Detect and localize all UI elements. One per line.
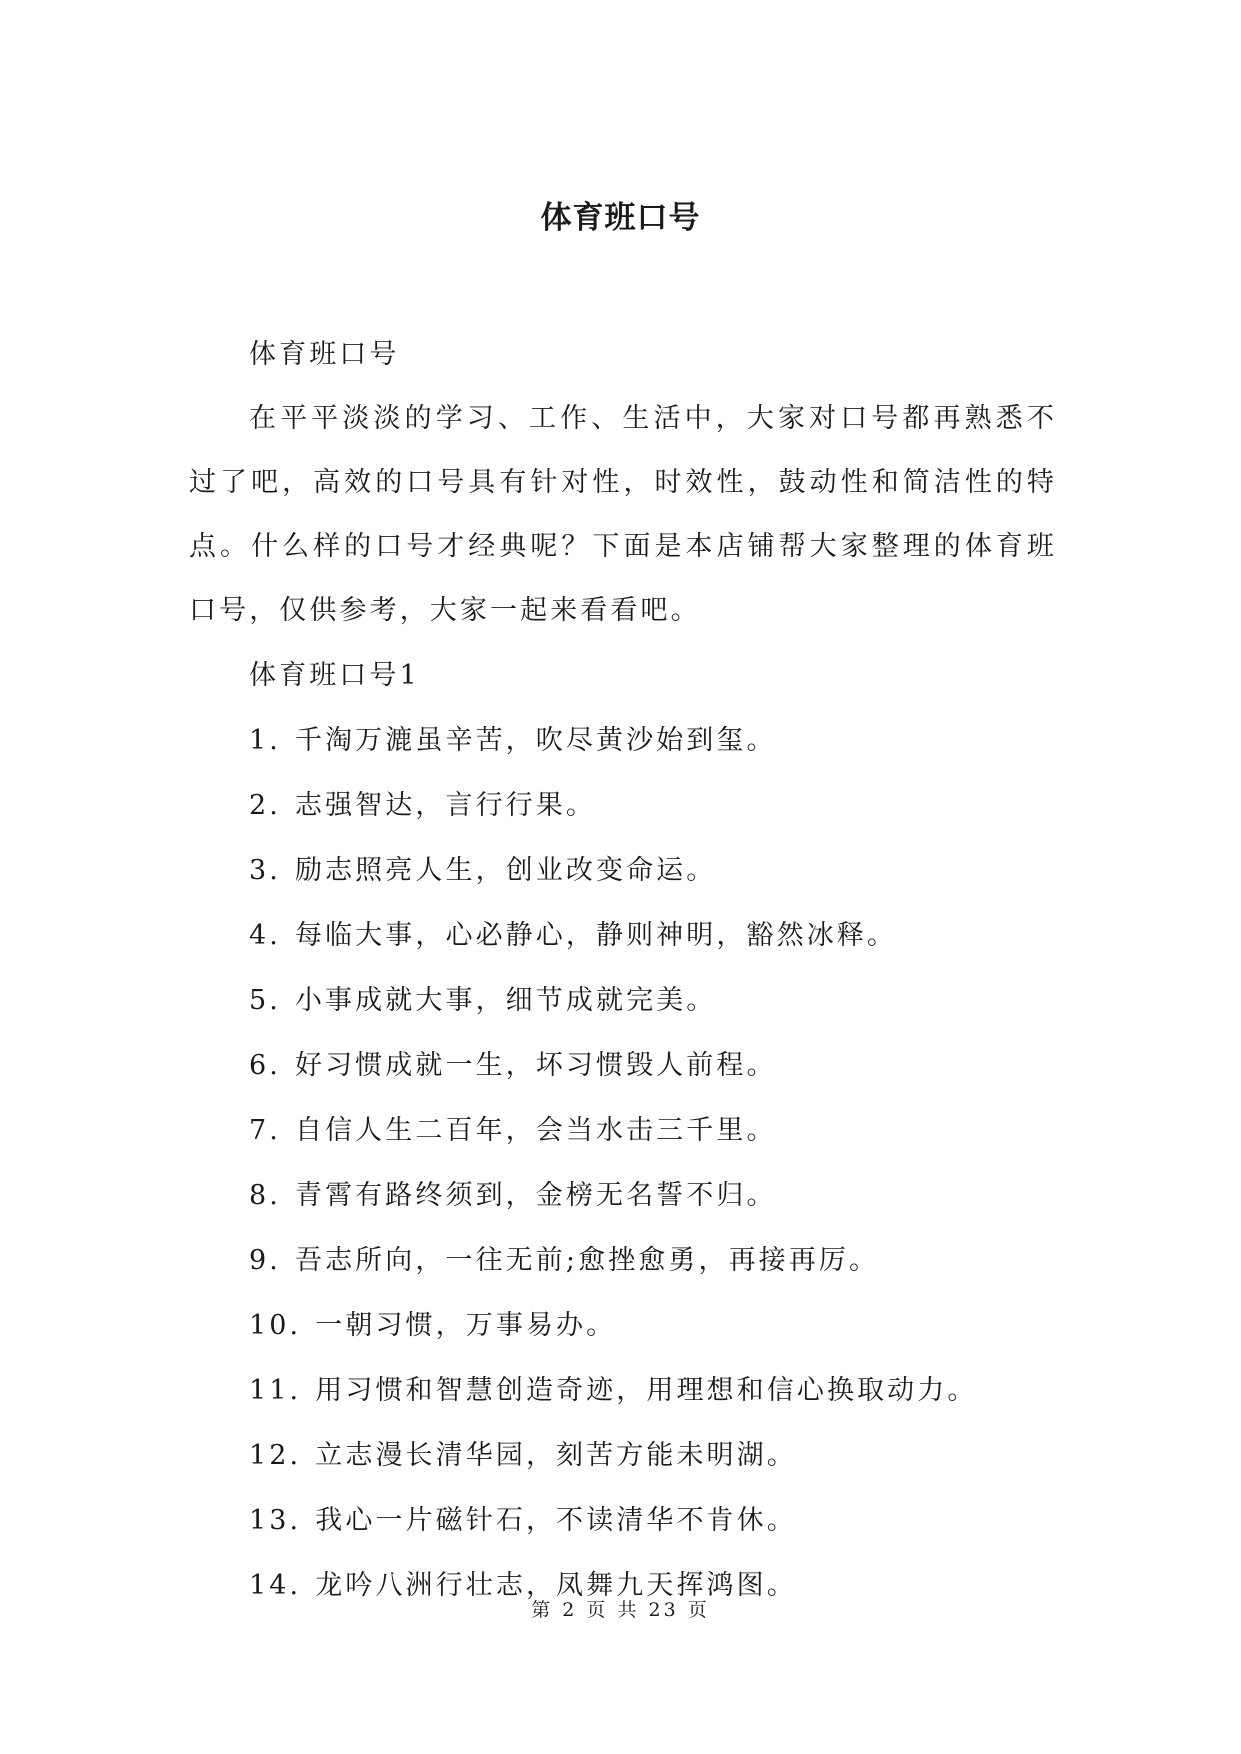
list-item (189, 773, 1057, 838)
list-item (189, 708, 1057, 773)
list-item-number: 7. (249, 1115, 281, 1146)
list-item-text: 小事成就大事，细节成就完美。 (294, 985, 717, 1016)
list-item-number: 9. (249, 1245, 281, 1276)
list-item-text: 自信人生二百年，会当水击三千里。 (294, 1115, 777, 1146)
list-item-text: 龙吟八洲行壮志，凤舞九天挥鸿图。 (315, 1570, 797, 1601)
list-item (189, 1098, 1057, 1163)
list-item-number: 14. (249, 1570, 302, 1601)
list-item-number: 2. (249, 790, 281, 821)
list-item-text: 志强智达，言行行果。 (294, 790, 596, 821)
list-item-number: 1. (249, 725, 281, 756)
list-item-number: 4. (249, 920, 281, 951)
list-item-number: 12. (249, 1440, 302, 1471)
list-item (189, 1293, 1057, 1358)
list-item-text: 吾志所向，一往无前;愈挫愈勇，再接再厉。 (294, 1245, 880, 1276)
list-item-number: 13. (249, 1505, 302, 1536)
list-item-text: 一朝习惯，万事易办。 (315, 1310, 617, 1341)
list-item (189, 968, 1057, 1033)
subtitle: 体育班口号 (249, 339, 400, 370)
list-item-text: 用习惯和智慧创造奇迹，用理想和信心换取动力。 (315, 1375, 978, 1406)
list-item (189, 1488, 1057, 1553)
document-body (189, 322, 1057, 1618)
list-item (189, 1358, 1057, 1423)
list-item (189, 903, 1057, 968)
page-title: 体育班口号 (540, 200, 701, 236)
list-item-text: 立志漫长清华园，刻苦方能未明湖。 (315, 1440, 797, 1471)
list-item-number: 5. (249, 985, 281, 1016)
list-item (189, 838, 1057, 903)
list-item (189, 1423, 1057, 1488)
list-item (189, 1163, 1057, 1228)
list-item (189, 1033, 1057, 1098)
list-item-text: 千淘万漉虽辛苦，吹尽黄沙始到玺。 (294, 725, 777, 756)
list-item-number: 3. (249, 855, 281, 886)
slogan-list (189, 708, 1057, 1618)
list-item-text: 青霄有路终须到，金榜无名誓不归。 (294, 1180, 777, 1211)
list-item-text: 励志照亮人生，创业改变命运。 (294, 855, 717, 886)
list-item-text: 好习惯成就一生，坏习惯毁人前程。 (294, 1050, 777, 1081)
list-item-number: 8. (249, 1180, 281, 1211)
intro-paragraph: 在平平淡淡的学习、工作、生活中，大家对口号都再熟悉不过了吧，高效的口号具有针对性，时效性，鼓动性和简洁性的特点。什么样的口号才经典呢？下面是本店铺帮大家整理的体育班口号，仅供参考，大家一起来看看吧。 (189, 403, 1057, 626)
list-item-number: 10. (249, 1310, 302, 1341)
list-item-text: 我心一片磁针石，不读清华不肯休。 (315, 1505, 797, 1536)
page-number-footer: 第 2 页 共 23 页 (531, 1599, 710, 1621)
list-item-text: 每临大事，心必静心，静则神明，豁然冰释。 (294, 920, 897, 951)
section-heading: 体育班口号1 (249, 660, 420, 691)
list-item-number: 11. (249, 1375, 302, 1406)
list-item-number: 6. (249, 1050, 281, 1081)
list-item (189, 1228, 1057, 1293)
